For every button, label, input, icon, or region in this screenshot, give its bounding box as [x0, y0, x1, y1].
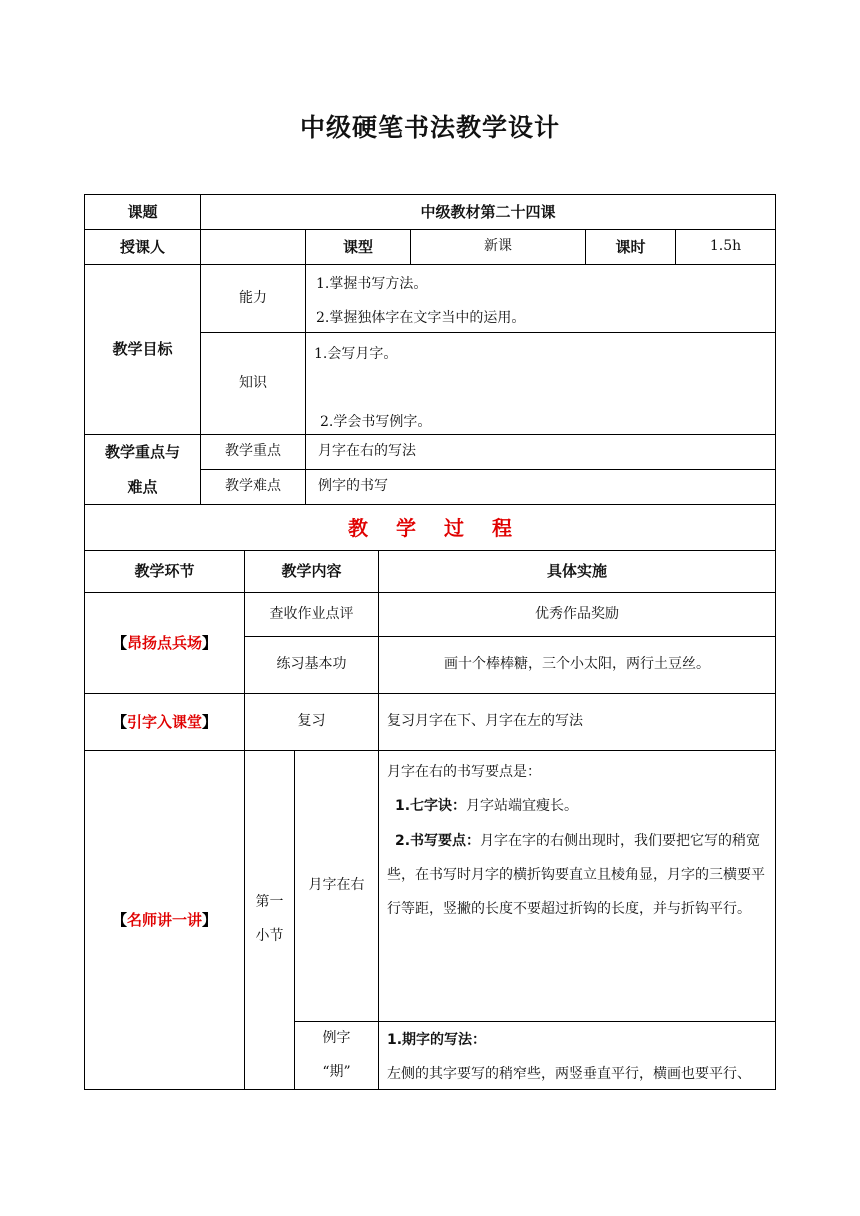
stage-3-section: [244, 750, 295, 1090]
key-point-label: 教学重点: [200, 434, 306, 470]
stage-1-implementation-1: 优秀作品奖励: [378, 592, 776, 637]
difficulty-value: 例字的书写: [305, 469, 776, 505]
example-label: [294, 1021, 379, 1090]
type-value: 新课: [410, 229, 586, 265]
stage-1-content-2: 练习基本功: [244, 636, 379, 694]
knowledge-items: [305, 332, 776, 435]
example-title: 1.期字的写法：: [387, 1032, 487, 1048]
hours-value: 1.5h: [675, 229, 776, 265]
stage-3-topic: 月字在右: [294, 750, 379, 1022]
section-line1: 第一: [255, 894, 284, 911]
ability-item-1: 1.掌握书写方法。: [316, 276, 428, 292]
point-2: 2.书写要点：月字在字的右侧出现时，我们要把它写的稍宽些，在书写时月字的横折钩要直立且棱角显，月字的三横要平行等距，竖撇的长度不要超过折钩的长度，并与折钩平行。: [387, 832, 765, 918]
focus-label-line1: 教学重点与: [104, 443, 180, 461]
header-stage: 教学环节: [84, 550, 245, 593]
example-label-line2: “期”: [322, 1063, 351, 1080]
focus-label: [84, 434, 201, 505]
knowledge-label: 知识: [200, 332, 306, 435]
example-implementation: [378, 1021, 776, 1090]
ability-label: 能力: [200, 264, 306, 333]
teacher-label: 授课人: [84, 229, 201, 265]
section-line2: 小节: [255, 928, 284, 944]
topic-value: 中级教材第二十四课: [200, 194, 776, 230]
difficulty-label: 教学难点: [200, 469, 306, 505]
focus-label-line2: 难点: [127, 477, 158, 496]
knowledge-item-2: 2.学会书写例字。: [320, 414, 432, 430]
stage-1-implementation-2: 画十个棒棒糖，三个小太阳，两行土豆丝。: [378, 636, 776, 694]
header-implementation: 具体实施: [378, 550, 776, 593]
ability-item-2: 2.掌握独体字在文字当中的运用。: [316, 310, 526, 327]
hours-label: 课时: [585, 229, 676, 265]
intro-text: 月字在右的书写要点是：: [387, 764, 541, 780]
ability-items: [305, 264, 776, 333]
point-1: 1.七字诀：月字站端宜瘦长。: [395, 798, 579, 815]
page-title: 中级硬笔书法教学设计: [299, 113, 560, 142]
type-label: 课型: [305, 229, 411, 265]
process-title: 教学过程: [84, 504, 776, 551]
stage-1-content-1: 查收作业点评: [244, 592, 379, 637]
stage-2-name: 【引字入课堂】: [84, 693, 245, 751]
stage-2-content: 复习: [244, 693, 379, 751]
teacher-value: [200, 229, 306, 265]
stage-1-name: 【昂扬点兵场】: [84, 592, 245, 694]
objectives-label: 教学目标: [84, 264, 201, 435]
key-point-value: 月字在右的写法: [305, 434, 776, 470]
example-label-line1: 例字: [322, 1029, 351, 1046]
example-text: 左侧的其字要写的稍窄些，两竖垂直平行，横画也要平行、: [387, 1065, 751, 1082]
header-content: 教学内容: [244, 550, 379, 593]
knowledge-item-1: 1.会写月字。: [314, 346, 398, 362]
stage-2-implementation: 复习月字在下、月字在左的写法: [378, 693, 776, 751]
topic-label: 课题: [84, 194, 201, 230]
stage-3-implementation: [378, 750, 776, 1022]
stage-3-name: 【名师讲一讲】: [84, 750, 245, 1090]
